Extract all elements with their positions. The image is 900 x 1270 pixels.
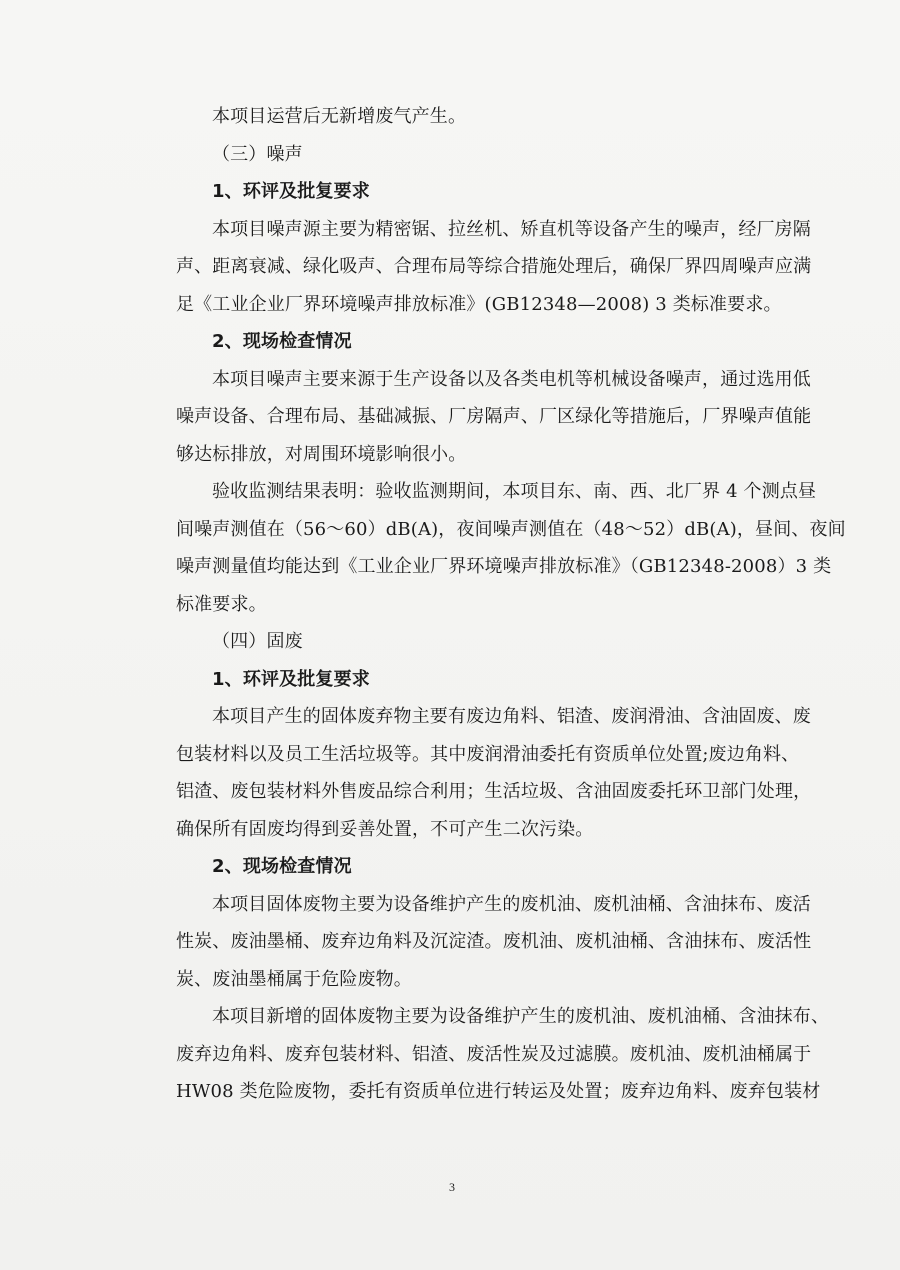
section-subheading: 2、现场检查情况 [212,856,352,877]
text-line: 噪声设备、合理布局、基础减振、厂房隔声、厂区绿化等措施后，厂界噪声值能 [176,406,812,427]
text-line: 本项目固体废物主要为设备维护产生的废机油、废机油桶、含油抹布、废活 [212,893,811,915]
text-line: 炭、废油墨桶属于危险废物。 [176,968,412,990]
section-subheading: 1、环评及批复要求 [212,181,370,202]
text-line: 够达标排放，对周围环境影响很小。 [176,443,467,465]
text-line: 本项目噪声主要来源于生产设备以及各类电机等机械设备噪声，通过选用低 [212,368,811,390]
text-line: 间噪声测值在（56～60）dB(A)，夜间噪声测值在（48～52）dB(A)，昼间、夜间 [176,518,846,540]
text-line: 本项目噪声源主要为精密锯、拉丝机、矫直机等设备产生的噪声，经厂房隔 [212,218,811,240]
text-line: 噪声测量值均能达到《工业企业厂界环境噪声排放标准》（GB12348-2008）3 类 [176,556,832,577]
text-line: 标准要求。 [176,593,267,615]
document-body [140,98,846,1111]
text-line: （三）噪声 [212,143,303,165]
text-line: HW08 类危险废物，委托有资质单位进行转运及处置；废弃边角料、废弃包装材 [176,1081,821,1102]
text-line: 验收监测结果表明：验收监测期间，本项目东、南、西、北厂界 4 个测点昼 [212,481,817,502]
section-subheading: 2、现场检查情况 [212,331,352,352]
text-line: 本项目产生的固体废弃物主要有废边角料、铝渣、废润滑油、含油固废、废 [212,706,811,727]
text-line: 性炭、废油墨桶、废弃边角料及沉淀渣。废机油、废机油桶、含油抹布、废活性 [176,931,812,952]
text-line: 铝渣、废包装材料外售废品综合利用；生活垃圾、含油固废委托环卫部门处理， [176,781,812,802]
text-line: 本项目新增的固体废物主要为设备维护产生的废机油、废机油桶、含油抹布、 [212,1006,830,1027]
text-line: 足《工业企业厂界环境噪声排放标准》(GB12348—2008) 3 类标准要求。 [176,293,782,315]
text-line: 包装材料以及员工生活垃圾等。其中废润滑油委托有资质单位处置;废边角料、 [176,743,800,765]
text-line: 本项目运营后无新增废气产生。 [212,106,467,127]
text-line: 确保所有固废均得到妥善处置，不可产生二次污染。 [176,818,594,840]
page-number: 3 [449,1180,455,1194]
section-subheading: 1、环评及批复要求 [212,668,370,690]
text-line: 废弃边角料、废弃包装材料、铝渣、废活性炭及过滤膜。废机油、废机油桶属于 [176,1043,812,1065]
text-line: 声、距离衰减、绿化吸声、合理布局等综合措施处理后，确保厂界四周噪声应满 [176,256,812,277]
text-line: （四）固废 [212,631,303,652]
